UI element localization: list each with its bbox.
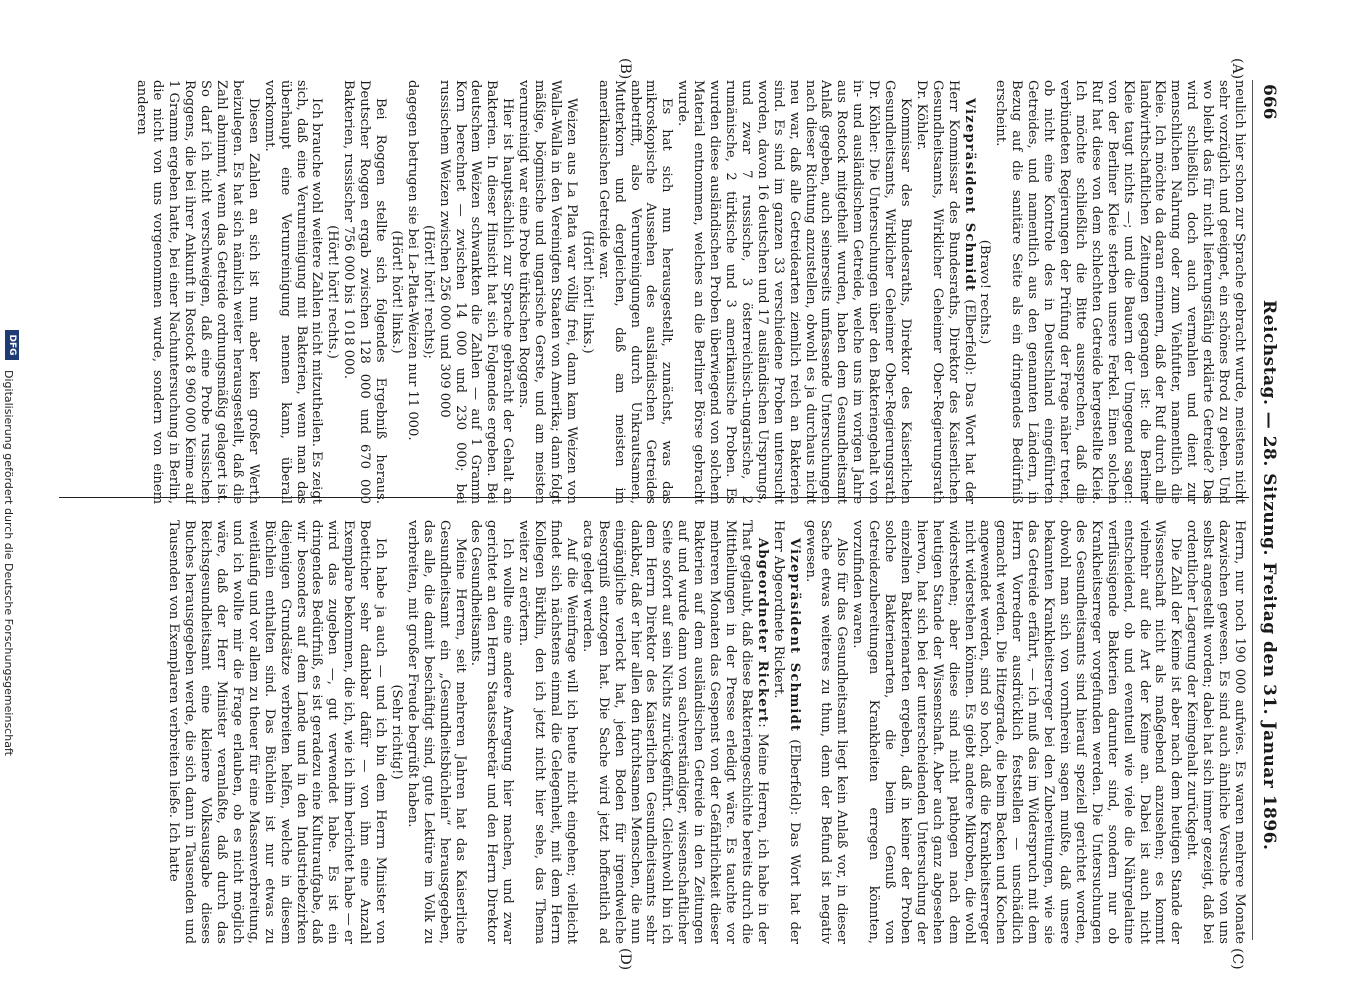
page-header-title: Reichstag. — 28. Sitzung. Freitag den 31. Januar 1896.: [1259, 300, 1279, 851]
paragraph: Auf die Weinfrage will ich heute nicht eingehen; vielleicht findet sich nächstens einmal die Gelegenheit, mit dem Herrn Kollegen Bürklin, den ich jetzt nicht hier sehe, das Thema weiter zu erörtern.: [516, 520, 579, 944]
paragraph: Ich wollte eine andere Anregung hier machen, und zwar gerichtet an den Herrn Staatssekretär und den Herrn Direktor des Gesundheitsamts.: [468, 520, 516, 944]
paragraph: Diesen Zahlen an sich ist nun aber kein großer Werth beizulegen. Es hat sich nämlich weiter herausgestellt, daß die Zahl abnimmt, wenn das Getreide ordnungsmäßig gelagert ist. So darf ich nicht verschweigen, daß eine Probe russischen Roggens, die bei ihrer Ankunft in Rostock 8 960 000 Keime auf 1 Gramm ergeben hatte, bei einer Nachuntersuchung in Berlin, die nicht von uns vorgenommen wurde, sondern von einem anderen: [134, 80, 261, 504]
paragraph: Also für das Gesundheitsamt liegt kein Anlaß vor, in dieser Sache etwas weiteres zu thun, denn der Befund ist negativ gewesen.: [802, 520, 850, 944]
column-divider: [59, 497, 1249, 498]
paragraph: dagegen betrugen sie bei La-Plata-Weizen nur 11 000.: [404, 80, 420, 441]
footer-credit: Digitalisierung gefördert durch die Deutsche Forschungsgemeinschaft: [2, 370, 15, 756]
paragraph: Herrn, nur noch 190 000 aufwies. Es waren mehrere Monate dazwischen gewesen. Es sind auch ähnliche Versuche von uns selbst angestellt worden; dabei hat sich immer gezeigt, daß bei ordentlicher Lagerung der Keimgehalt zurückgeht.: [1184, 520, 1247, 944]
page-number: 666: [1259, 84, 1279, 120]
speech-text: (Elberfeld): Das Wort hat der Herr Kommissar des Bundesraths, Direktor des Kaiserlichen Gesundheitsamts, Wirklicher Geheimer Ober-Regierungsrath Dr. Köhler.: [913, 80, 977, 504]
paragraph: neulich hier schon zur Sprache gebracht wurde, meistens nicht sehr vorzüglich und geeignet, ein schönes Brod zu geben. Und wo bleibt das für nicht lieferungsfähig erklärte Getreide? Das wird schließlich doch auch vermahlen und dient zur menschlichen Nahrung oder zum Viehfutter, namentlich die Kleie. Ich möchte da daran erinnern, daß der Ruf durch alle landwirthschaftlichen Zeitungen gegangen ist: die Berliner Kleie taugt nichts —; und die Bauern der Umgegend sagen: von der Berliner Kleie sterben unsere Ferkel. Einen solchen Ruf hat diese von dem schlechten Getreide hergestellte Kleie. Ich möchte schließlich die Bitte aussprechen, daß die verbündeten Regierungen der Prüfung der Frage näher treten, ob nicht eine Kontrole des in Deutschland eingeführten Getreides, und namentlich aus den genannten Ländern, in Bezug auf die sanitäre Seite als ein dringendes Bedürfniß erscheint.: [993, 80, 1247, 504]
speaker-name: Vizepräsident Schmidt: [961, 98, 977, 293]
right-column: [67, 520, 1247, 944]
speaker-name: Vizepräsident Schmidt: [786, 538, 802, 733]
left-column: [67, 80, 1247, 504]
margin-letter-a: (A): [1229, 58, 1245, 80]
applause-note: (Hört! hört! rechts.): [325, 225, 341, 359]
header-rule: [1252, 80, 1253, 940]
applause-note: (Sehr richtig!): [388, 684, 404, 780]
margin-letter-d: (D): [617, 948, 633, 971]
paragraph: Es hat sich nun herausgestellt, zunächst, was das mikroskopische Aussehen des ausländischen Getreides anbetrifft, also Verunreinigungen durch Unkrautsamen, Mutterkorn und dergleichen, daß am meisten im amerikanischen Getreide war.: [595, 80, 675, 504]
applause-note: (Hört! hört! rechts);: [420, 225, 436, 359]
speaker-name: Abgeordneter Rickert: [754, 538, 770, 724]
applause-note: (Hört! hört! links.): [579, 230, 595, 354]
margin-letter-c: (C): [1229, 948, 1245, 970]
paragraph: Hier ist hauptsächlich zur Sprache gebracht der Gehalt an Bakterien. In dieser Hinsicht hat sich Folgendes ergeben. Bei deutschem Weizen schwankten die Zahlen — auf 1 Gramm Korn berechnet — zwischen 14 000 und 230 000; bei russischem Weizen zwischen 256 000 und 309 000: [436, 80, 516, 504]
margin-letter-b: (B): [617, 58, 633, 80]
speech-text: : Meine Herren, ich habe in der That geglaubt, daß diese Bakteriengeschichte bereits durch die Mittheilungen in der Presse erledigt wäre. Es tauchte vor mehreren Monaten das Gespenst von der Gefährlichkeit dieser Bakterien auf dem ausländischen Getreide in den Zeitungen auf und wurde dann von sachverständiger, wissenschaftlicher Seite sofort auf sein Nichts zurückgeführt. Gleichwohl bin ich dem Herrn Direktor des Kaiserlichen Gesundheitsamts sehr dankbar, daß er hier allen den furchtsamen Menschen, die nun eingängliche verlockt hat, jeden Boden für irgendwelche Besorgniß entzogen hat. Die Sache wird jetzt hoffentlich ad acta gelegt werden.: [579, 520, 770, 944]
paragraph: Meine Herren, seit mehreren Jahren hat das Kaiserliche Gesundheitsamt ein „Gesundheitsbüchlein“ herausgegeben, das alle, die damit beschäftigt sind, gute Lektüre im Volk zu verbreiten, mit großer Freude begrüßt haben.: [404, 520, 468, 944]
paragraph: [579, 520, 770, 944]
dfg-logo: DFG: [5, 330, 19, 360]
paragraph: Die Zahl der Keime ist aber nach dem heutigen Stande der Wissenschaft nicht als maßgebend anzusehen; es kommt vielmehr auf die Art der Keime an. Dabei ist auch nicht entscheidend, ob und eventuell wie viele die Nährgelatine verflüssigende Bakterien darunter sind, sondern nur ob Krankheitserreger vorgefunden werden. Die Untersuchungen des Gesundheitsamts sind hierauf speziell gerichtet worden, obwohl man sich von vornherein sagen mußte, daß unsere bekannten Krankheitserreger bei den Zubereitungen, wie sie das Getreide erfährt, — ich muß das im Widerspruch mit dem Herrn Vorredner ausdrücklich feststellen — unschädlich gemacht werden. Die Hitzegrade, die beim Backen und Kochen angewendet werden, sind so hoch, daß die Krankheitserreger nicht widerstehen können. Es giebt andere Mikroben, die wohl widerstehen; aber diese sind nicht pathogen nach dem heutigen Stande der Wissenschaft. Aber auch ganz abgesehen hiervon, hat sich bei der unterscheidenden Untersuchung der einzelnen Bakterienarten ergeben, daß in keiner der Proben solche Bakterienarten, die beim Genuß von Getreidezubereitungen Krankheiten erregen könnten, vorzufinden waren.: [850, 520, 1184, 944]
applause-note: (Bravo! rechts.): [977, 239, 993, 345]
paragraph: Kommissar des Bundesraths, Direktor des Kaiserlichen Gesundheitsamts, Wirklicher Geheimer Ober-Regierungsrath Dr. Köhler: Die Untersuchungen über den Bakteriengehalt von in- und ausländischem Getreide, welche uns im vorigen Jahre aus Rostock mitgetheilt wurden, haben dem Gesundheitsamt Anlaß gegeben, auch seinerseits umfassende Untersuchungen nach dieser Richtung anzustellen, obwohl es ja durchaus nicht neu war, daß alle Getreidearten ziemlich reich an Bakterien sind. Es sind im ganzen 33 verschiedene Proben untersucht worden, davon 16 deutschen und 17 ausländischen Ursprungs, und zwar 7 russische, 3 österreichisch-ungarische, 2 rumänische, 2 türkische und 3 amerikanische Proben. Es wurden diese ausländischen Proben überwiegend von solchem Material entnommen, welches an die Berliner Börse gebracht wurde.: [675, 80, 913, 504]
paragraph: Ich habe ja auch — und ich bin dem Herrn Minister von Boetticher sehr dankbar dafür — von ihm eine Anzahl Exemplare bekommen, die ich, wie ich ihm berichtet habe — er wird das zugeben —, gut verwendet habe. Es ist ein dringendes Bedürfniß, es ist geradezu eine Kulturaufgabe, daß wir besonders auf dem Lande und in den Industriebezirken diejenigen Grundsätze verbreiten helfen, welche in diesem Büchlein enthalten sind. Das Büchlein ist nur etwas zu weitläufig und vor allem zu theuer für eine Massenverbreitung, und ich wollte mir die Frage erlauben, ob es nicht möglich wäre, daß der Herr Minister veranlaßte, daß durch das Reichsgesundheitsamt eine kleinere Volksausgabe dieses Buches herausgegeben werde, die sich dann in Tausenden und Tausenden von Exemplaren verbreiten ließe. Ich hatte: [166, 520, 389, 944]
paragraph: Weizen aus La Plata war völlig frei, dann kam Weizen von Walla-Walla in den Vereinigten Staaten von Amerika; dann folgt mäßige, bögmische und ungarische Gerste, und am meisten verunreinigt war eine Probe türkischen Roggens.: [516, 80, 579, 504]
paragraph: Bei Roggen stellte sich folgendes Ergebniß heraus. Deutscher Roggen ergab zwischen 128 000 und 670 000 Bakterien, russischer 756 000 bis 1 018 000.: [341, 80, 389, 504]
applause-note: (Hört! hört! links.): [388, 230, 404, 354]
paragraph: [770, 520, 802, 944]
paragraph: Ich brauche wohl weitere Zahlen nicht mitzutheilen. Es zeigt sich, daß eine Verunreinigung mit Bakterien, wenn man das überhaupt eine Verunreinigung nennen kann, überall vorkommt.: [261, 80, 325, 504]
speech-text: (Elberfeld): Das Wort hat der Herr Abgeordnete Rickert.: [770, 520, 802, 944]
paragraph: [913, 80, 977, 504]
